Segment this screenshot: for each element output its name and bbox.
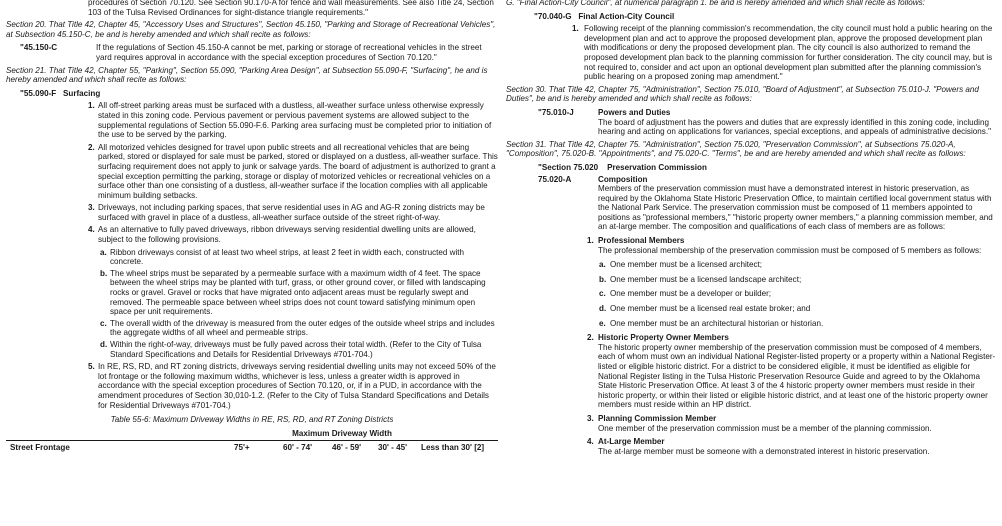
subsection-70-040-g-key: "70.040-G [534, 11, 572, 21]
sub-list-item [506, 289, 996, 299]
list-item-number: 2. [587, 333, 594, 343]
subsection-75-020-a-title: Composition [598, 174, 648, 184]
list-item-number: 3. [88, 203, 95, 213]
subsection-55-090-f-key: "55.090-F [20, 88, 57, 98]
subsection-75-020-a-text: Members of the preservation commission must have a demonstrated interest in historic preservation, as required by the Oklahoma State Historic Preservation Office, to maintain certified local government status with the National Park Service. The preservation commission must be composed of 11 members appointed to positions as "professional members," "historic property owner members," a planning commission member, and an at-large member. The composition and qualifications of each class of members are as follows: [598, 184, 993, 232]
list-item [6, 225, 498, 244]
top-fragment: G. "Final Action-City Council", at numerical paragraph 1. be and is hereby amended and which shall recite as follows: [506, 0, 925, 7]
sub-list-item-letter: a. [599, 260, 606, 270]
list-item-title: Planning Commission Member [598, 413, 717, 423]
list-item-number: 5. [88, 362, 95, 372]
table-caption: Table 55-6: Maximum Driveway Widths in RE, RS, RD, and RT Zoning Districts [110, 415, 394, 425]
table-col-header: 46' - 59' [332, 443, 362, 453]
list-item-text: Driveways, not including parking spaces, that serve residential uses in AG and AG-R zoning districts may be surfaced with gravel in place of a dustless, all-weather surface outside of the street right-of-way. [98, 203, 485, 222]
list-item [6, 203, 498, 222]
list-item-text: The professional membership of the preservation commission must be composed of 5 members as follows: [598, 245, 982, 255]
sub-list-item [506, 275, 996, 285]
sub-list-item-letter: a. [100, 247, 107, 257]
list-item [6, 143, 498, 201]
sub-list-item-letter: d. [599, 304, 607, 314]
sub-list-item [6, 340, 498, 359]
subsection-45-150-c-text: If the regulations of Section 45.150-A cannot be met, parking or storage of recreational vehicles in the street yard requires approval in accordance with the special exception procedures of Section 70.120." [96, 43, 482, 62]
list-item-text: As an alternative to fully paved driveways, ribbon driveways serving residential dwelling units are allowed, subject to the following provisions. [98, 225, 476, 245]
list-item-title: At-Large Member [598, 437, 665, 447]
list-item-text: All off-street parking areas must be surfaced with a dustless, all-weather surface unless otherwise expressly stated in this zoning code. Pervious pavement or pervious pavement systems are allowed subject to the supplemental regulations of Section 55.090-F.6. Parking area surfacing must be completed prior to initiation of the use to be served by the parking. [98, 101, 492, 140]
sub-list-item-text: One member must be an architectural historian or historian. [610, 318, 824, 328]
sub-list-item-letter: e. [599, 318, 606, 328]
left-column [6, 0, 498, 524]
list-item-number: 1. [572, 24, 579, 34]
list-item-text: One member of the preservation commission must be a member of the planning commission. [598, 423, 932, 433]
sub-list-item-text: One member must be a licensed landscape architect; [610, 274, 802, 284]
sub-list-item-text: Within the right-of-way, driveways must be fully paved across their total width. (Refer to the City of Tulsa Standard Specifications and Details for Residential Driveways #701-704.) [110, 340, 482, 359]
section-30-amendment: Section 30. That Title 42, Chapter 75, "Administration", Section 75.010, "Board of Adjustment", at Subsection 75.010-J. "Powers and Duties", be and is hereby amended and which shall recite as follows: [506, 84, 979, 104]
list-item-text: The at-large member must be someone with a demonstrated interest in historic preservation. [598, 446, 930, 456]
top-fragment-2: 103 of the Tulsa Revised Ordinances for sight-distance triangle requirements." [88, 7, 369, 17]
subsection-75-020-a [506, 175, 996, 233]
list-item-number: 4. [587, 437, 594, 447]
list-item-title: Professional Members [598, 236, 685, 246]
list-item [506, 333, 996, 410]
table-row-label: Street Frontage [10, 443, 70, 453]
subsection-70-040-g-title: Final Action-City Council [578, 11, 675, 21]
table-col-header: 30' - 45' [378, 443, 408, 453]
sub-list-item-text: One member must be a licensed real estate broker; and [610, 304, 811, 314]
table-row [6, 440, 498, 453]
subsection-45-150-c [20, 43, 498, 62]
sub-list-item-text: Ribbon driveways consist of at least two wheel strips, at least 2 feet in width each, constructed with concrete. [110, 247, 465, 267]
list-item [6, 362, 498, 410]
subsection-55-090-f-title: Surfacing [62, 88, 101, 98]
sub-list-item-letter: b. [100, 268, 108, 278]
sub-list-item-text: One member must be a licensed architect; [610, 260, 763, 270]
sub-list-item-text: The overall width of the driveway is measured from the outer edges of the outside wheel strips and includes the aggregate widths of all wheel and permeable strips. [110, 318, 495, 338]
sub-list-item [506, 260, 996, 270]
sub-list-item-letter: c. [599, 289, 606, 299]
table-col-header: 75'+ [234, 443, 250, 453]
list-item-text: Following receipt of the planning commission's recommendation, the city council must hold a public hearing on the development plan and act to approve the proposed development plan, approve the proposed development plan with modifications or deny the proposed development plan. The city council is also authorized to remand the proposed development plan back to the planning commission for further consideration. The city council may, but is not required to, consider and act upon an optional development plan submitted after the planning commission's public hearing on a proposed zoning map amendment." [584, 24, 993, 82]
sub-list-item [6, 319, 498, 338]
sub-list-item-letter: b. [599, 274, 607, 284]
subsection-55-090-f-heading [20, 89, 498, 99]
sub-list-item-letter: c. [100, 318, 107, 328]
list-item [6, 101, 498, 139]
section-20-amendment: Section 20. That Title 42, Chapter 45, "Accessory Uses and Structures", Section 45.150, "Parking and Storage of Recreational Vehicles", at Subsection 45.150-C, be and is hereby amended and which shall recite as follows: [6, 20, 496, 39]
top-fragment-1: procedures of Section 70.120. See Section 90.170-A for fence and wall measurements. See also Title 24, Section [88, 0, 494, 7]
list-item-text: The historic property owner membership of the preservation commission must be composed of 4 members, each of whom must own an individual National Register-listed property or a property within a National Register-listed or eligible historic district. For a district to be considered eligible, it must be identified as eligible for National Register listing in the Tulsa Historic Preservation Resource Guide and agreed to by the Oklahoma State Historic Preservation Office. At least 3 of the 4 historic property owner members must reside in their historic property, or within their listed or eligible historic district, and at least one of the historic property owner members must reside within an HP district. [598, 342, 996, 410]
list-item [506, 414, 996, 433]
sub-list-item-letter: d. [100, 340, 108, 349]
right-column [506, 0, 996, 524]
list-item-text: All motorized vehicles designed for travel upon public streets and all recreational vehicles that are being parked, stored or displayed for sale must be parked, stored or displayed on a dustless, all-weather surface. This surfacing requirement does not apply to junk or salvage yards. The board of adjustment is authorized to grant a special exception permitting the parking, storage or display of motorized vehicles or recreational vehicles on a surface other than one consisting of a dustless, all-weather surface if the location complies with all applicable minimum building setbacks. [98, 142, 498, 200]
list-item [506, 236, 996, 255]
sub-list-item [506, 319, 996, 329]
sub-list-item [6, 269, 498, 317]
sub-list-item [506, 304, 996, 314]
list-item [506, 437, 996, 456]
table-header: Maximum Driveway Width [292, 428, 392, 438]
section-21-amendment: Section 21. That Title 42, Chapter 55, "Parking", Section 55.090, "Parking Area Design", at Subsection 55.090-F, "Surfacing", he and is hereby amended and which shall recite as follows: [6, 65, 488, 85]
section-75-020-heading: "Section 75.020 Preservation Commission [538, 162, 707, 172]
list-item-title: Historic Property Owner Members [598, 333, 729, 343]
list-item-number: 3. [587, 413, 594, 423]
subsection-75-020-a-key: 75.020-A [538, 174, 572, 184]
list-item-number: 1. [587, 236, 594, 246]
table-col-header: 60' - 74' [283, 443, 313, 453]
subsection-75-010-j-title: Powers and Duties [598, 107, 671, 117]
section-31-amendment: Section 31. That Title 42, Chapter 75. "Administration", Section 75.020, "Preservation Commission", at Subsections 75.020-A, "Composition", 75.020-B. "Appointments", and 75.020-C. "Terms", be and are hereby amended and which shall recite as follows: [506, 139, 966, 159]
list-item [506, 24, 996, 82]
list-item-text: In RE, RS, RD, and RT zoning districts, driveways serving residential dwelling units may not exceed 50% of the lot frontage or the following maximum widths, whichever is less, unless a greater width is approved in accordance with the special exception procedures of Section 70.120, or, if in a PUD, in accordance with the amendment procedures of Section 30,010-1.2. (Refer to the City of Tulsa Standard Specifications and Details for Residential Driveways #701-704.) [98, 362, 496, 410]
subsection-75-010-j [506, 108, 996, 137]
sub-list-item-text: One member must be a developer or builder; [610, 289, 772, 299]
subsection-75-010-j-text: The board of adjustment has the powers and duties that are expressly identified in this zoning code, including hearing and acting on applications for variances, special exceptions, and appeals of administrative decisions." [598, 117, 991, 137]
sub-list-item [6, 248, 498, 267]
table-col-header: Less than 30' [2] [421, 443, 485, 453]
sub-list-item-text: The wheel strips must be separated by a permeable surface with a maximum width of 4 feet. The space between the wheel strips may be planted with turf, grass, or other ground cover, or filled with landscaping rocks or gravel. Gravel or rocks that have migrated onto adjacent areas must be regularly swept and removed. The permeable space between wheel strips does not count toward satisfying minimum open space per unit requirements. [110, 268, 486, 317]
subsection-70-040-g-heading [534, 12, 996, 22]
list-item-number: 2. [88, 142, 95, 152]
list-item-number: 1. [88, 101, 95, 111]
subsection-45-150-c-key: "45.150-C [20, 43, 58, 53]
subsection-75-010-j-key: "75.010-J [538, 107, 574, 117]
list-item-number: 4. [88, 225, 95, 235]
